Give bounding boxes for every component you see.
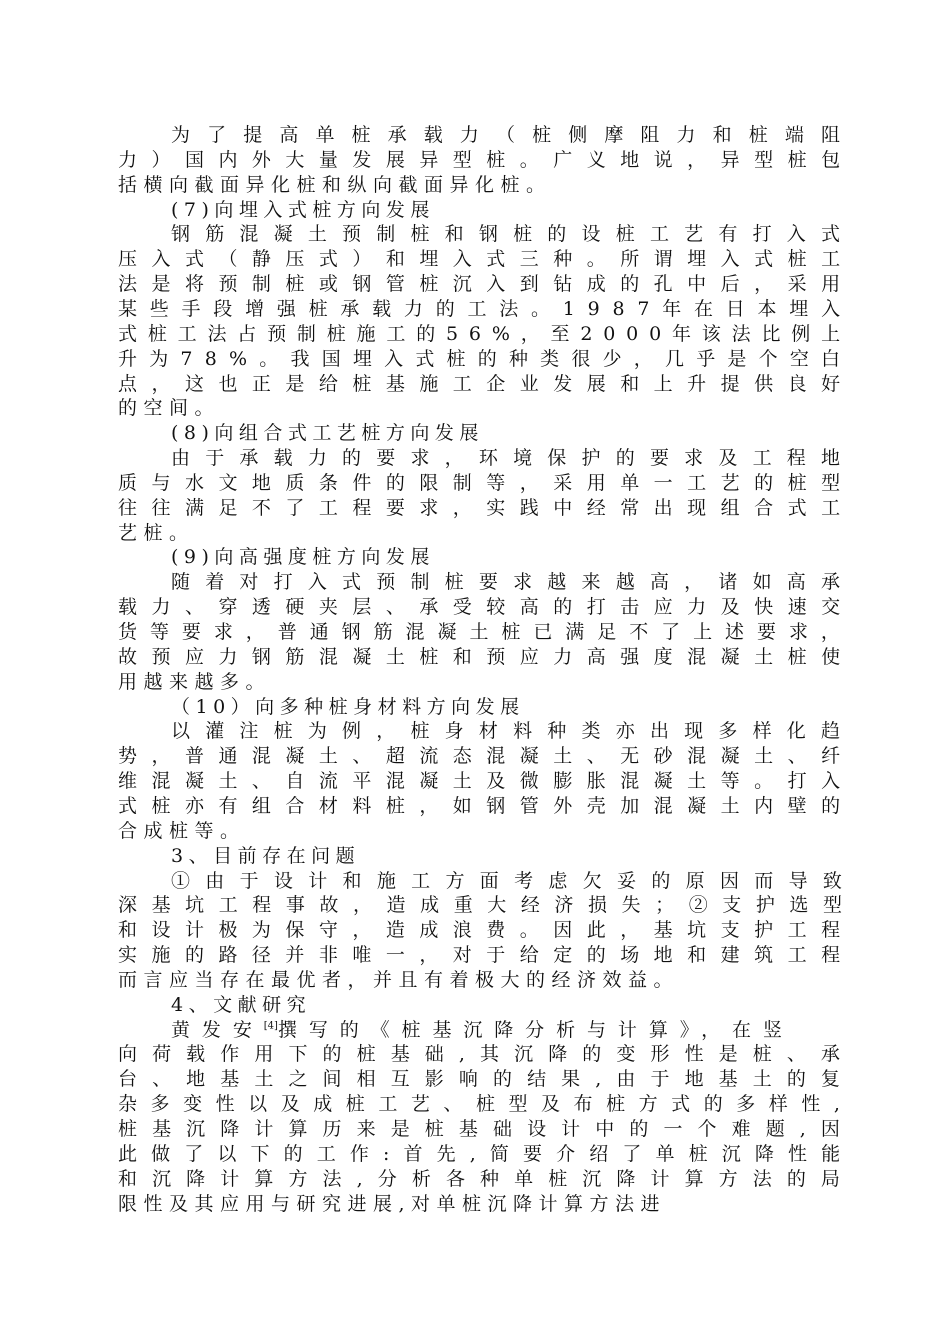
section-heading: (8)向组合式工艺桩方向发展 [171,422,484,445]
paragraph-line: 式桩工法占预制桩施工的56%，至2000年该法比例上 [118,322,851,345]
paragraph-line: 维混凝土、自流平混凝土及微膨胀混凝土等。打入 [118,770,855,793]
paragraph-line: 由于承载力的要求，环境保护的要求及工程地 [171,447,856,470]
paragraph-line: 的空间。 [118,397,221,420]
paragraph-line: 载力、穿透硬夹层、承受较高的打击应力及快速交 [118,596,855,619]
paragraph-line: 货等要求，普通钢筋混凝土桩已满足不了上述要求， [118,621,853,643]
paragraph-line: 压入式（静压式）和埋入式三种。所谓埋入式桩工 [118,248,855,271]
paragraph-line: 以灌注桩为例，桩身材料种类亦出现多样化趋 [171,720,856,743]
section-heading: (9)向高强度桩方向发展 [171,546,435,569]
paragraph-line: 和设计极为保守，造成浪费。因此，基坑支护工程 [118,919,855,942]
paragraph-line: 艺桩。 [118,521,195,544]
citation-ref: [4] [263,1020,278,1032]
paragraph-line: 合成桩等。 [118,819,246,842]
paragraph-line: 桩基沉降计算历来是桩基础设计中的一个难题,因 [118,1118,856,1140]
section-heading: 4、文献研究 [171,993,312,1016]
paragraph-line: 钢筋混凝土预制桩和钢桩的设桩工艺有打入式 [171,223,856,246]
paragraph-line: 台、地基土之间相互影响的结果,由于地基土的复 [118,1068,856,1091]
paragraph-line: 为了提高单桩承载力（桩侧摩阻力和桩端阻 [171,124,858,146]
paragraph-line: 用越来越多。 [118,670,272,693]
section-heading: (7)向埋入式桩方向发展 [171,198,435,221]
paragraph-line: 和沉降计算方法,分析各种单桩沉降计算方法的局 [118,1167,856,1190]
paragraph-line: 质与水文地质条件的限制等，采用单一工艺的桩型 [118,471,855,494]
paragraph-line: 点，这也正是给桩基施工企业发展和上升提供良好 [118,372,855,395]
paragraph-line: 杂多变性以及成桩工艺、桩型及布桩方式的多样性, [118,1093,854,1116]
paragraph-line: 而言应当存在最优者，并且有着极大的经济效益。 [118,968,680,991]
paragraph-line: 实施的路径并非唯一，对于给定的场地和建筑工程 [118,944,855,967]
paragraph-line: 括横向截面异化桩和纵向截面异化桩。 [118,173,552,196]
section-heading: 3、目前存在问题 [171,844,361,867]
paragraph-line: 限性及其应用与研究进展,对单桩沉降计算方法进 [118,1192,667,1215]
paragraph-line: 升为78%。我国埋入式桩的种类很少，几乎是个空白 [118,347,853,370]
paragraph-line: 往往满足不了工程要求，实践中经常出现组合式工 [118,496,855,519]
paragraph-line: 随着对打入式预制桩要求越来越高，诸如高承 [171,571,856,594]
paragraph-line: 力）国内外大量发展异型桩。广义地说，异型桩包 [118,148,855,171]
paragraph-line: 某些手段增强桩承载力的工法。1987年在日本埋入 [118,297,853,320]
paragraph-line: ①由于设计和施工方面考虑欠妥的原因而导致 [171,869,858,892]
paragraph-line: 向荷载作用下的桩基础,其沉降的变形性是桩、承 [118,1043,856,1066]
paragraph-line: 式桩亦有组合材料桩，如钢管外壳加混凝土内壁的 [118,794,855,817]
paragraph-line: 故预应力钢筋混凝土桩和预应力高强度混凝土桩使 [118,645,855,668]
paragraph-line: 此做了以下的工作:首先,简要介绍了单桩沉降性能 [118,1142,855,1165]
paragraph-line: 黄发安[4]撰写的《桩基沉降分析与计算》，在竖 [171,1018,794,1041]
paragraph-line: 势，普通混凝土、超流态混凝土、无砂混凝土、纤 [118,745,855,768]
paragraph-line: 深基坑工程事故，造成重大经济损失；②支护选型 [118,894,857,917]
section-heading: （10）向多种桩身材料方向发展 [171,695,525,718]
paragraph-line: 法是将预制桩或钢管桩沉入到钻成的孔中后，采用 [118,273,855,296]
